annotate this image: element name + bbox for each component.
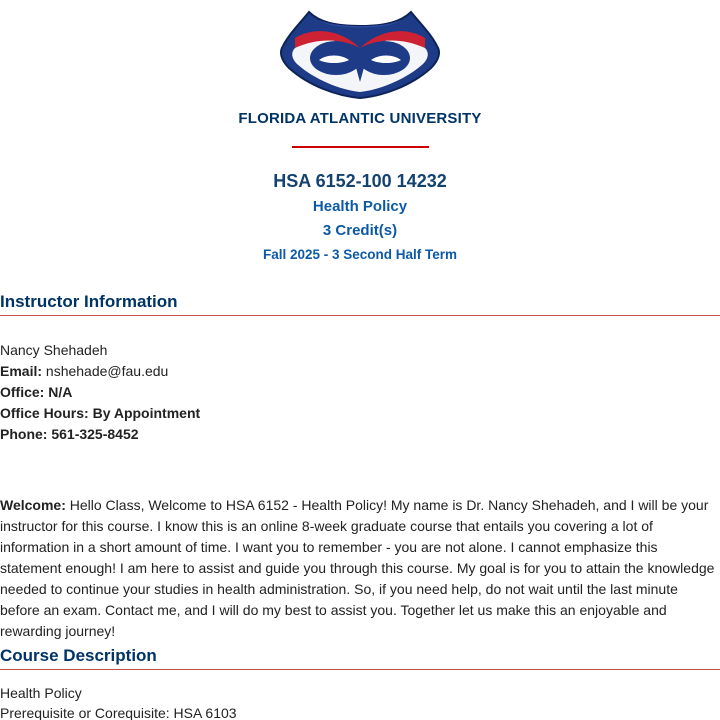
email-label: Email: — [0, 363, 43, 379]
office-hours-label: Office Hours: — [0, 405, 89, 421]
office-hours-value: By Appointment — [92, 405, 201, 421]
instructor-email-row — [0, 363, 168, 379]
university-name: FLORIDA ATLANTIC UNIVERSITY — [238, 110, 482, 127]
course-prerequisite: Prerequisite or Corequisite: HSA 6103 — [0, 705, 237, 720]
welcome-text: Hello Class, Welcome to HSA 6152 - Health Policy! My name is Dr. Nancy Shehadeh, and I will be your instructor for this course. I know this is an online 8-week graduate course that entails you covering a lot of information in a short amount of time. I want you to remember - you are not alone. I cannot emphasize this statement enough! I am here to assist and guide you through this course. My goal is for you to attain the knowledge needed to continue your studies in health administration. So, if you need help, do not wait until the last minute before an exam. Contact me, and I will do my best to assist you. Together let us make this an enjoyable and rewarding journey! — [0, 497, 715, 639]
course-term: Fall 2025 - 3 Second Half Term — [262, 247, 458, 262]
course-credits: 3 Credit(s) — [322, 222, 398, 239]
header-divider — [292, 146, 429, 148]
instructor-name: Nancy Shehadeh — [0, 342, 108, 358]
phone-label: Phone: — [0, 426, 48, 442]
instructor-info-heading: Instructor Information — [0, 292, 720, 316]
instructor-office-row — [0, 384, 72, 400]
welcome-paragraph — [0, 495, 718, 642]
course-title: Health Policy — [312, 198, 408, 215]
instructor-phone-row — [0, 426, 139, 442]
course-description-heading: Course Description — [0, 646, 720, 670]
fau-owl-logo-icon — [279, 8, 441, 100]
instructor-hours-row — [0, 405, 200, 421]
office-value: N/A — [48, 384, 73, 400]
email-value[interactable]: nshehade@fau.edu — [45, 363, 169, 379]
course-code: HSA 6152-100 14232 — [273, 171, 447, 191]
welcome-label: Welcome: — [0, 497, 66, 513]
course-description-title: Health Policy — [0, 685, 82, 701]
office-label: Office: — [0, 384, 45, 400]
phone-value: 561-325-8452 — [51, 426, 139, 442]
